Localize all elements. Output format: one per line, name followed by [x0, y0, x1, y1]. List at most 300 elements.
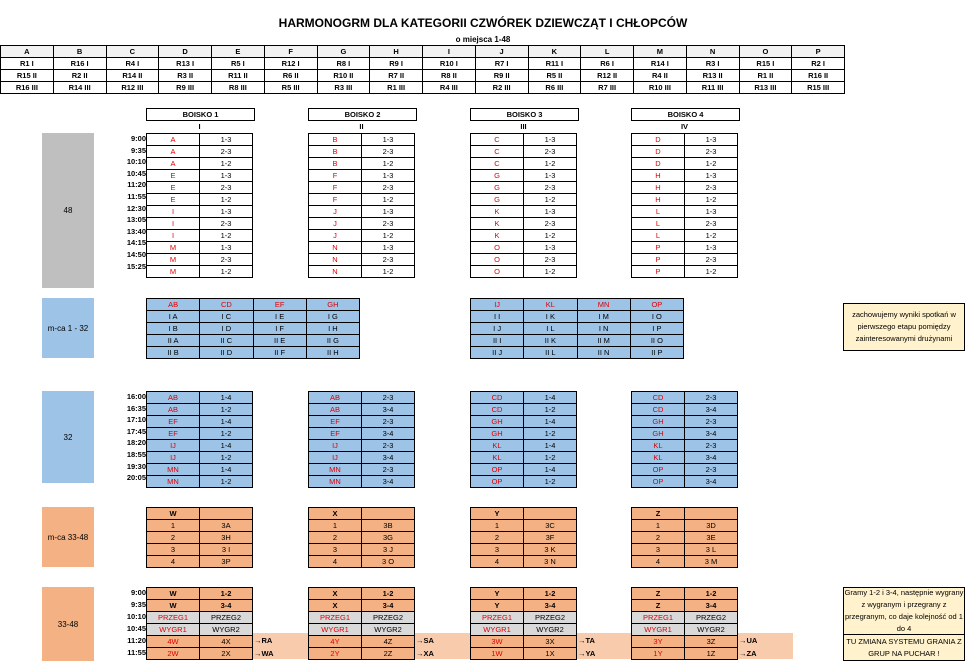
- position-cell: 1: [471, 520, 524, 532]
- group-cell: R2 III: [475, 82, 528, 94]
- group-cell: II L: [524, 347, 577, 359]
- team-cell: X: [309, 600, 362, 612]
- match-cell: WYGR2: [685, 624, 738, 636]
- group-cell: R7 II: [370, 70, 423, 82]
- advance-arrow: →WA: [254, 649, 274, 658]
- time-label: 18:20: [126, 438, 146, 448]
- match-cell: 1-3: [362, 134, 415, 146]
- team-cell: GH: [632, 416, 685, 428]
- position-cell: 4: [632, 556, 685, 568]
- time-label: 14:15: [126, 238, 146, 248]
- team-cell: 3G: [362, 532, 415, 544]
- section-48-label: 48: [42, 133, 94, 288]
- group-cell: R3 II: [159, 70, 212, 82]
- group-header-cell: M: [634, 46, 687, 58]
- team-cell: 3 K: [524, 544, 577, 556]
- team-cell: O: [471, 254, 524, 266]
- match-cell: 1-4: [524, 392, 577, 404]
- match-cell: 1-4: [524, 464, 577, 476]
- team-cell: EF: [147, 416, 200, 428]
- team-cell: MN: [147, 476, 200, 488]
- time-label: 13:40: [126, 226, 146, 236]
- time-label: 11:55: [127, 192, 146, 201]
- match-cell: 1-2: [200, 266, 253, 278]
- time-label: 19:30: [126, 461, 146, 471]
- time-label: 17:45: [126, 426, 146, 436]
- team-cell: PRZEG1: [471, 612, 524, 624]
- team-cell: OP: [632, 476, 685, 488]
- team-cell: MN: [309, 476, 362, 488]
- position-cell: 1: [632, 520, 685, 532]
- match-cell: 3-4: [685, 452, 738, 464]
- group-cell: OP: [630, 299, 683, 311]
- court-header: BOISKO 1: [146, 108, 255, 121]
- team-cell: CD: [632, 404, 685, 416]
- match-cell: 1-2: [200, 588, 253, 600]
- group-cell: R13 I: [159, 58, 212, 70]
- team-cell: IJ: [147, 452, 200, 464]
- team-cell: G: [471, 194, 524, 206]
- team-cell: P: [632, 242, 685, 254]
- match-cell: 2-3: [200, 146, 253, 158]
- team-cell: 3D: [685, 520, 738, 532]
- position-cell: 4: [309, 556, 362, 568]
- match-cell: 3X: [524, 636, 577, 648]
- match-cell: 2-3: [362, 392, 415, 404]
- team-cell: W: [147, 588, 200, 600]
- court-roman: III: [520, 122, 527, 131]
- match-cell: 1X: [524, 648, 577, 660]
- team-cell: F: [309, 170, 362, 182]
- team-cell: MN: [147, 464, 200, 476]
- match-cell: 1-2: [524, 194, 577, 206]
- group-cell: R12 I: [264, 58, 317, 70]
- section-33-48-label: 33-48: [42, 587, 94, 661]
- match-cell: 1-2: [685, 266, 738, 278]
- match-cell: 3-4: [362, 600, 415, 612]
- schedule-table: [308, 391, 415, 488]
- team-cell: WYGR1: [309, 624, 362, 636]
- group-cell: IJ: [471, 299, 524, 311]
- group-cell: R8 III: [212, 82, 265, 94]
- team-cell: EF: [309, 416, 362, 428]
- group-cell: R4 III: [423, 82, 476, 94]
- group-cell: R15 I: [739, 58, 792, 70]
- match-cell: 3-4: [685, 600, 738, 612]
- page-subtitle: o miejsca 1-48: [455, 35, 511, 44]
- team-cell: D: [632, 146, 685, 158]
- team-cell: I: [147, 206, 200, 218]
- group-cell: R14 III: [53, 82, 106, 94]
- match-cell: 3-4: [685, 476, 738, 488]
- team-cell: 3 J: [362, 544, 415, 556]
- court-header: BOISKO 4: [631, 108, 740, 121]
- group-cell: I N: [577, 323, 630, 335]
- team-cell: 3Y: [632, 636, 685, 648]
- group-cell: I B: [147, 323, 200, 335]
- note-games: Gramy 1-2 i 3-4, następnie wygrany z wygranym i przegrany z przegranym, co daje kolejność od 1 do 4: [844, 588, 964, 633]
- page-title: HARMONOGRM DLA KATEGORII CZWÓREK DZIEWCZĄT I CHŁOPCÓW: [278, 16, 688, 30]
- team-cell: AB: [147, 392, 200, 404]
- match-cell: 1-2: [524, 230, 577, 242]
- position-cell: 3: [632, 544, 685, 556]
- team-cell: 1Y: [632, 648, 685, 660]
- match-cell: 2-3: [362, 146, 415, 158]
- team-cell: 4W: [147, 636, 200, 648]
- section-32-label: 32: [42, 391, 94, 483]
- group-cell: I C: [200, 311, 253, 323]
- team-cell: KL: [632, 440, 685, 452]
- time-label: 18:55: [126, 450, 146, 459]
- group-table: [631, 507, 738, 568]
- team-cell: IJ: [309, 440, 362, 452]
- group-cell: II I: [471, 335, 524, 347]
- match-cell: 1-3: [362, 170, 415, 182]
- team-cell: K: [471, 230, 524, 242]
- match-cell: 1-3: [200, 206, 253, 218]
- advance-arrow: →XA: [416, 649, 434, 658]
- time-label: 11:20: [127, 180, 146, 190]
- team-cell: W: [147, 600, 200, 612]
- match-cell: 2-3: [685, 218, 738, 230]
- group-cell: R11 III: [686, 82, 739, 94]
- match-cell: 3Z: [685, 636, 738, 648]
- group-cell: II A: [147, 335, 200, 347]
- match-cell: 1-2: [524, 476, 577, 488]
- position-cell: 3: [147, 544, 200, 556]
- time-label: 11:20: [127, 636, 146, 645]
- match-cell: 1-3: [685, 170, 738, 182]
- team-cell: 1W: [471, 648, 524, 660]
- match-cell: 1-2: [524, 158, 577, 170]
- team-cell: 3W: [471, 636, 524, 648]
- group-cell: II G: [306, 335, 359, 347]
- group-cell: R1 I: [1, 58, 54, 70]
- team-cell: L: [632, 230, 685, 242]
- group-cell: II M: [577, 335, 630, 347]
- group-head-blank: [685, 508, 738, 520]
- time-label: 11:55: [127, 648, 146, 657]
- team-cell: KL: [632, 452, 685, 464]
- group-header-cell: P: [792, 46, 845, 58]
- team-cell: GH: [471, 428, 524, 440]
- group-cell: I K: [524, 311, 577, 323]
- position-cell: 3: [471, 544, 524, 556]
- group-cell: R6 II: [264, 70, 317, 82]
- match-cell: 1-2: [200, 158, 253, 170]
- match-cell: 2-3: [524, 218, 577, 230]
- match-cell: 3-4: [362, 404, 415, 416]
- group-header-cell: L: [581, 46, 634, 58]
- group-header-cell: C: [106, 46, 159, 58]
- team-cell: CD: [632, 392, 685, 404]
- group-table: [146, 507, 253, 568]
- group-header-cell: K: [528, 46, 581, 58]
- team-cell: F: [309, 182, 362, 194]
- team-cell: N: [309, 242, 362, 254]
- team-cell: H: [632, 194, 685, 206]
- team-cell: Y: [471, 600, 524, 612]
- team-cell: OP: [471, 464, 524, 476]
- time-label: 12:30: [126, 203, 146, 213]
- group-cell: I M: [577, 311, 630, 323]
- match-cell: PRZEG2: [200, 612, 253, 624]
- group-header-cell: D: [159, 46, 212, 58]
- team-cell: 3C: [524, 520, 577, 532]
- court-header: BOISKO 2: [308, 108, 417, 121]
- team-cell: K: [471, 218, 524, 230]
- match-cell: 2-3: [524, 182, 577, 194]
- team-cell: B: [309, 158, 362, 170]
- match-cell: 1-2: [685, 158, 738, 170]
- group-cell: MN: [577, 299, 630, 311]
- schedule-table: [631, 133, 738, 278]
- match-cell: 2-3: [200, 254, 253, 266]
- group-cell: R4 II: [634, 70, 687, 82]
- position-cell: 2: [471, 532, 524, 544]
- group-cell: R2 I: [792, 58, 845, 70]
- group-cell: R5 I: [212, 58, 265, 70]
- team-cell: I: [147, 230, 200, 242]
- group-cell: R1 III: [370, 82, 423, 94]
- group-cell: R8 I: [317, 58, 370, 70]
- group-cell: R12 II: [581, 70, 634, 82]
- group-cell: II B: [147, 347, 200, 359]
- group-cell: R11 I: [528, 58, 581, 70]
- group-cell: II E: [253, 335, 306, 347]
- match-cell: 1-3: [685, 242, 738, 254]
- team-cell: N: [309, 266, 362, 278]
- team-cell: MN: [309, 464, 362, 476]
- match-cell: 2-3: [685, 254, 738, 266]
- group-cell: I F: [253, 323, 306, 335]
- group-head-blank: [362, 508, 415, 520]
- group-cell: II P: [630, 347, 683, 359]
- match-cell: WYGR2: [362, 624, 415, 636]
- group-cell: II O: [630, 335, 683, 347]
- advance-arrow: →YA: [578, 649, 596, 658]
- team-cell: 3H: [200, 532, 253, 544]
- team-cell: E: [147, 194, 200, 206]
- match-cell: 2-3: [362, 182, 415, 194]
- group-cell: R5 II: [528, 70, 581, 82]
- group-cell: CD: [200, 299, 253, 311]
- group-header-cell: I: [423, 46, 476, 58]
- team-cell: P: [632, 254, 685, 266]
- match-cell: 1-3: [200, 134, 253, 146]
- team-cell: C: [471, 158, 524, 170]
- group-cell: R14 I: [634, 58, 687, 70]
- time-label: 9:35: [130, 600, 146, 609]
- match-cell: 2-3: [200, 218, 253, 230]
- group-cell: I E: [253, 311, 306, 323]
- group-head: Y: [471, 508, 524, 520]
- team-cell: E: [147, 170, 200, 182]
- match-cell: 1-3: [524, 134, 577, 146]
- team-cell: AB: [147, 404, 200, 416]
- team-cell: CD: [471, 392, 524, 404]
- court-header: BOISKO 3: [470, 108, 579, 121]
- team-cell: 2W: [147, 648, 200, 660]
- team-cell: J: [309, 230, 362, 242]
- time-label: 10:10: [126, 612, 146, 621]
- group-cell: II D: [200, 347, 253, 359]
- group-cell: R7 III: [581, 82, 634, 94]
- match-cell: 2-3: [685, 440, 738, 452]
- group-cell: GH: [306, 299, 359, 311]
- match-cell: 3-4: [362, 476, 415, 488]
- group-cell: I G: [306, 311, 359, 323]
- match-cell: 2-3: [685, 146, 738, 158]
- team-cell: 3 I: [200, 544, 253, 556]
- group-header-cell: F: [264, 46, 317, 58]
- team-cell: J: [309, 218, 362, 230]
- group-cell: II N: [577, 347, 630, 359]
- group-cell: I P: [630, 323, 683, 335]
- group-head: X: [309, 508, 362, 520]
- match-cell: 2-3: [685, 464, 738, 476]
- team-cell: AB: [309, 404, 362, 416]
- group-cell: R14 II: [106, 70, 159, 82]
- match-cell: 1-2: [685, 230, 738, 242]
- match-cell: 1-2: [200, 194, 253, 206]
- team-cell: OP: [471, 476, 524, 488]
- team-cell: D: [632, 158, 685, 170]
- match-cell: 1-3: [685, 206, 738, 218]
- group-cell: II K: [524, 335, 577, 347]
- match-cell: 1-4: [524, 416, 577, 428]
- match-cell: 1-3: [200, 242, 253, 254]
- group-head-blank: [200, 508, 253, 520]
- position-cell: 3: [309, 544, 362, 556]
- match-cell: 1-2: [524, 428, 577, 440]
- match-cell: 1-3: [362, 242, 415, 254]
- position-cell: 2: [632, 532, 685, 544]
- team-cell: C: [471, 134, 524, 146]
- advance-arrow: →UA: [739, 636, 758, 645]
- team-cell: Y: [471, 588, 524, 600]
- team-cell: 2Y: [309, 648, 362, 660]
- schedule-table: [631, 587, 738, 660]
- match-cell: 1-2: [200, 452, 253, 464]
- team-cell: CD: [471, 404, 524, 416]
- team-cell: 4Y: [309, 636, 362, 648]
- match-cell: PRZEG2: [362, 612, 415, 624]
- group-cell: R6 I: [581, 58, 634, 70]
- group-cell: R12 III: [106, 82, 159, 94]
- match-cell: 3-4: [362, 428, 415, 440]
- groups-table: [0, 45, 845, 94]
- match-cell: 1-4: [200, 464, 253, 476]
- match-cell: 2-3: [685, 416, 738, 428]
- group-header-cell: H: [370, 46, 423, 58]
- match-cell: 2Z: [362, 648, 415, 660]
- match-cell: 1-2: [524, 404, 577, 416]
- group-cell: R5 III: [264, 82, 317, 94]
- group-cell: AB: [147, 299, 200, 311]
- group-cell: R10 II: [317, 70, 370, 82]
- team-cell: X: [309, 588, 362, 600]
- team-cell: A: [147, 134, 200, 146]
- match-cell: 1-2: [200, 476, 253, 488]
- team-cell: 3A: [200, 520, 253, 532]
- match-cell: 4X: [200, 636, 253, 648]
- team-cell: 3 N: [524, 556, 577, 568]
- court-roman: II: [359, 122, 364, 131]
- group-cell: R15 III: [792, 82, 845, 94]
- group-cell: KL: [524, 299, 577, 311]
- position-cell: 1: [309, 520, 362, 532]
- group-cell: R3 III: [317, 82, 370, 94]
- group-header-cell: N: [686, 46, 739, 58]
- team-cell: J: [309, 206, 362, 218]
- match-cell: 1-2: [200, 428, 253, 440]
- group-header-cell: B: [53, 46, 106, 58]
- schedule-table: [308, 587, 415, 660]
- time-label: 14:50: [126, 250, 146, 259]
- group-cell: I O: [630, 311, 683, 323]
- match-cell: 2-3: [685, 392, 738, 404]
- court-roman: IV: [680, 122, 689, 131]
- group-head: W: [147, 508, 200, 520]
- time-label: 17:10: [126, 415, 146, 425]
- group-cell: II H: [306, 347, 359, 359]
- match-cell: 2-3: [362, 416, 415, 428]
- group-cell: R11 II: [212, 70, 265, 82]
- time-label: 10:10: [126, 157, 146, 167]
- time-label: 9:35: [130, 145, 146, 155]
- team-cell: L: [632, 218, 685, 230]
- match-cell: 3-4: [362, 452, 415, 464]
- schedule-table: [470, 391, 577, 488]
- group-cell: R8 II: [423, 70, 476, 82]
- match-cell: 2-3: [362, 218, 415, 230]
- team-cell: B: [309, 134, 362, 146]
- team-cell: 3B: [362, 520, 415, 532]
- match-cell: 1-3: [524, 242, 577, 254]
- time-label: 20:05: [126, 473, 146, 483]
- team-cell: L: [632, 206, 685, 218]
- team-cell: N: [309, 254, 362, 266]
- group-cell: I A: [147, 311, 200, 323]
- group-head: Z: [632, 508, 685, 520]
- match-cell: 1-2: [524, 452, 577, 464]
- group-cell: II J: [471, 347, 524, 359]
- group-cell: I L: [524, 323, 577, 335]
- team-cell: KL: [471, 452, 524, 464]
- team-cell: C: [471, 146, 524, 158]
- team-cell: M: [147, 242, 200, 254]
- match-cell: PRZEG2: [685, 612, 738, 624]
- group-cell: R13 II: [686, 70, 739, 82]
- team-cell: PRZEG1: [632, 612, 685, 624]
- section-33-48-groups-label: m-ca 33-48: [42, 507, 94, 567]
- group-cell: R6 III: [528, 82, 581, 94]
- team-cell: EF: [309, 428, 362, 440]
- group-cell: II C: [200, 335, 253, 347]
- match-cell: 1-4: [200, 440, 253, 452]
- group-header-cell: G: [317, 46, 370, 58]
- time-label: 9:00: [130, 588, 146, 597]
- match-cell: 1-3: [362, 206, 415, 218]
- match-cell: 2-3: [524, 254, 577, 266]
- match-cell: 2-3: [362, 440, 415, 452]
- team-cell: A: [147, 146, 200, 158]
- time-label: 16:35: [126, 403, 146, 413]
- groups-1-32-left: [146, 298, 360, 359]
- match-cell: 1-2: [362, 194, 415, 206]
- team-cell: 3 M: [685, 556, 738, 568]
